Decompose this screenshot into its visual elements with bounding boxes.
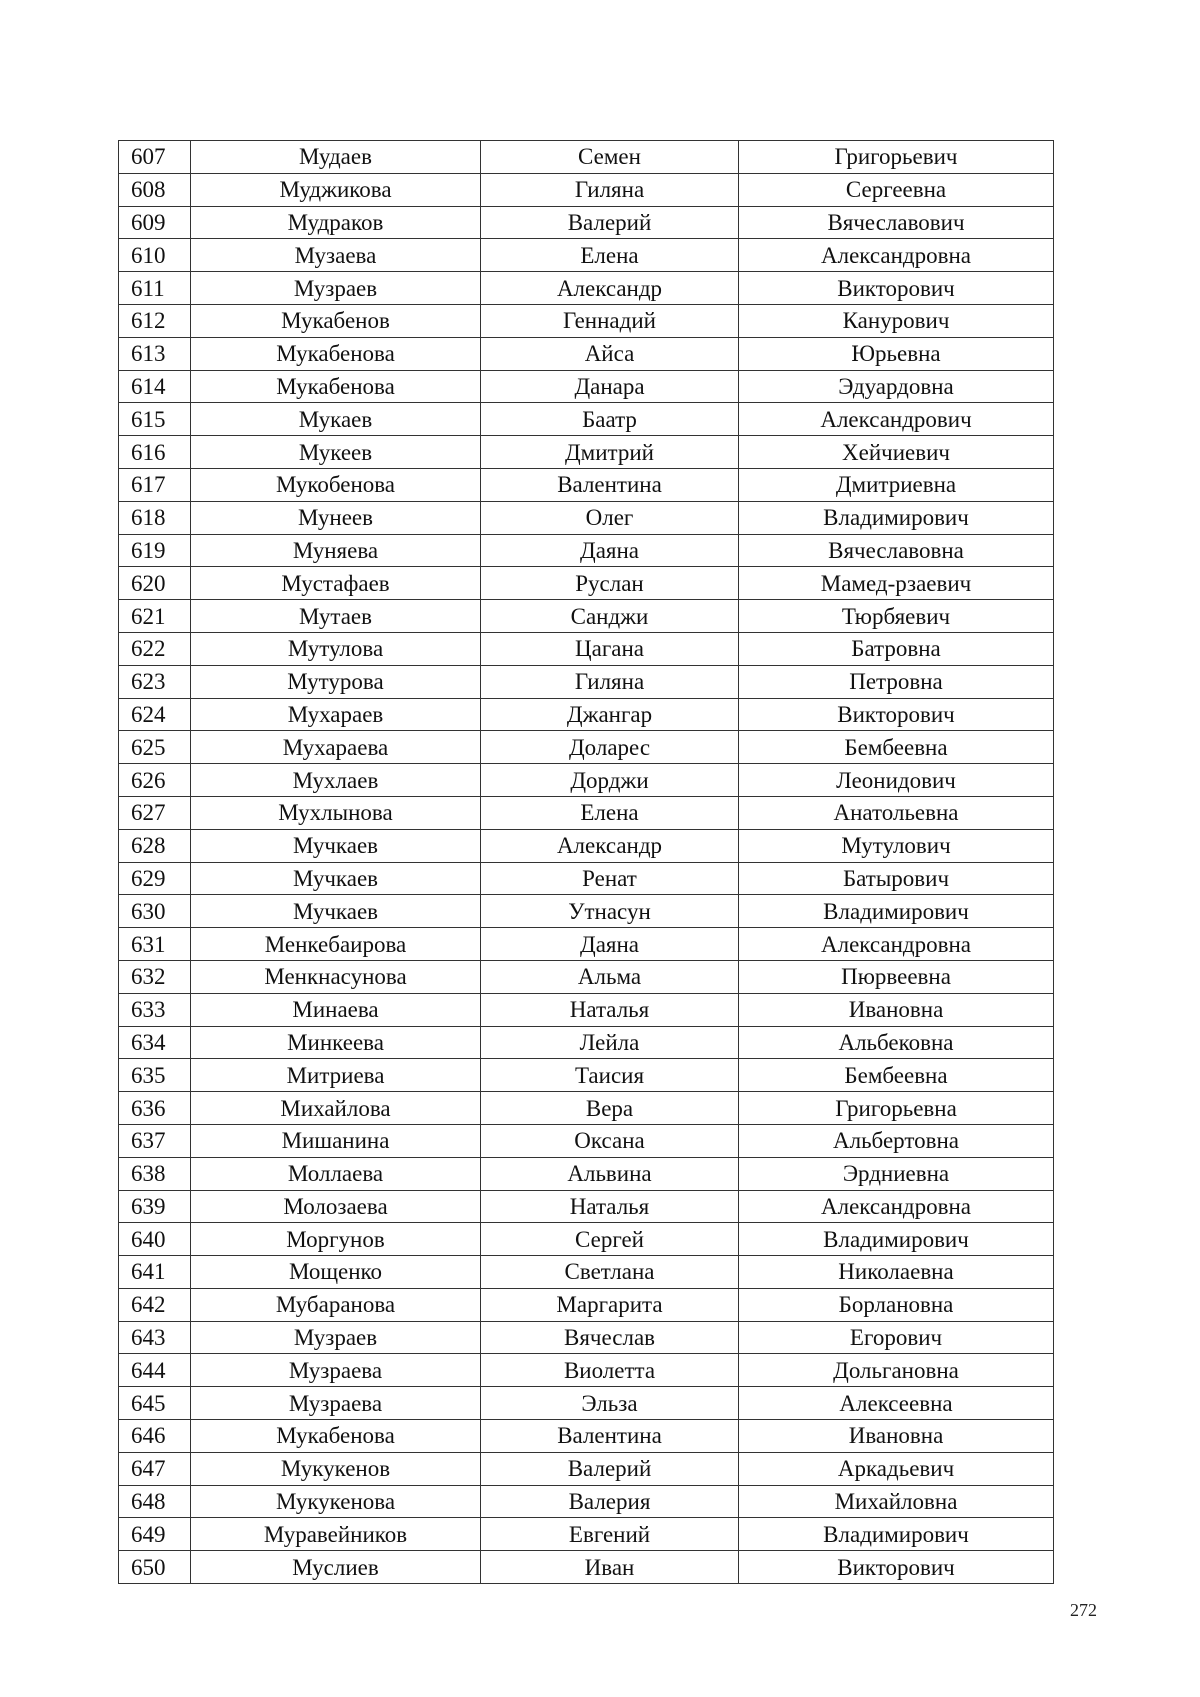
patronymic-cell: Алексеевна: [739, 1387, 1054, 1420]
surname-cell: Мудаев: [191, 141, 481, 174]
surname-cell: Мутурова: [191, 665, 481, 698]
table-row: [119, 1157, 1054, 1190]
surname-cell: Муравейников: [191, 1518, 481, 1551]
patronymic-cell: Бембеевна: [739, 731, 1054, 764]
first-name-cell: Утнасун: [481, 895, 739, 928]
surname-cell: Мустафаев: [191, 567, 481, 600]
surname-cell: Мучкаев: [191, 862, 481, 895]
patronymic-cell: Михайловна: [739, 1485, 1054, 1518]
row-number-cell: 611: [119, 272, 191, 305]
row-number-cell: 619: [119, 534, 191, 567]
patronymic-cell: Николаевна: [739, 1256, 1054, 1289]
row-number-cell: 609: [119, 206, 191, 239]
first-name-cell: Александр: [481, 272, 739, 305]
table-row: [119, 928, 1054, 961]
table-row: [119, 468, 1054, 501]
surname-cell: Мукабенова: [191, 370, 481, 403]
table-row: [119, 567, 1054, 600]
patronymic-cell: Альбертовна: [739, 1124, 1054, 1157]
row-number-cell: 608: [119, 173, 191, 206]
surname-cell: Музраев: [191, 1321, 481, 1354]
table-row: [119, 370, 1054, 403]
surname-cell: Музраева: [191, 1354, 481, 1387]
row-number-cell: 614: [119, 370, 191, 403]
table-row: [119, 501, 1054, 534]
patronymic-cell: Бембеевна: [739, 1059, 1054, 1092]
table-row: [119, 1518, 1054, 1551]
patronymic-cell: Эрдниевна: [739, 1157, 1054, 1190]
first-name-cell: Валерий: [481, 206, 739, 239]
table-row: [119, 862, 1054, 895]
first-name-cell: Даяна: [481, 928, 739, 961]
first-name-cell: Евгений: [481, 1518, 739, 1551]
patronymic-cell: Пюрвеевна: [739, 960, 1054, 993]
table-row: [119, 993, 1054, 1026]
surname-cell: Музраева: [191, 1387, 481, 1420]
patronymic-cell: Вячеславовна: [739, 534, 1054, 567]
table-row: [119, 698, 1054, 731]
surname-cell: Менкебаирова: [191, 928, 481, 961]
row-number-cell: 625: [119, 731, 191, 764]
patronymic-cell: Александрович: [739, 403, 1054, 436]
row-number-cell: 631: [119, 928, 191, 961]
surname-cell: Моллаева: [191, 1157, 481, 1190]
patronymic-cell: Александровна: [739, 928, 1054, 961]
patronymic-cell: Аркадьевич: [739, 1452, 1054, 1485]
surname-cell: Мухараева: [191, 731, 481, 764]
first-name-cell: Лейла: [481, 1026, 739, 1059]
surname-cell: Мутаев: [191, 600, 481, 633]
patronymic-cell: Петровна: [739, 665, 1054, 698]
name-list-body: [119, 141, 1054, 1584]
row-number-cell: 646: [119, 1420, 191, 1453]
table-row: [119, 1059, 1054, 1092]
first-name-cell: Ренат: [481, 862, 739, 895]
first-name-cell: Олег: [481, 501, 739, 534]
table-row: [119, 534, 1054, 567]
surname-cell: Мудраков: [191, 206, 481, 239]
first-name-cell: Наталья: [481, 1190, 739, 1223]
surname-cell: Музраев: [191, 272, 481, 305]
row-number-cell: 650: [119, 1551, 191, 1584]
patronymic-cell: Викторович: [739, 698, 1054, 731]
row-number-cell: 618: [119, 501, 191, 534]
row-number-cell: 633: [119, 993, 191, 1026]
surname-cell: Мухлаев: [191, 764, 481, 797]
surname-cell: Мукабенова: [191, 1420, 481, 1453]
table-row: [119, 1321, 1054, 1354]
table-row: [119, 1420, 1054, 1453]
first-name-cell: Геннадий: [481, 304, 739, 337]
row-number-cell: 610: [119, 239, 191, 272]
row-number-cell: 645: [119, 1387, 191, 1420]
patronymic-cell: Викторович: [739, 1551, 1054, 1584]
surname-cell: Мукабенов: [191, 304, 481, 337]
table-row: [119, 796, 1054, 829]
table-row: [119, 141, 1054, 174]
row-number-cell: 622: [119, 632, 191, 665]
row-number-cell: 613: [119, 337, 191, 370]
patronymic-cell: Юрьевна: [739, 337, 1054, 370]
first-name-cell: Елена: [481, 239, 739, 272]
row-number-cell: 623: [119, 665, 191, 698]
table-row: [119, 1256, 1054, 1289]
surname-cell: Мучкаев: [191, 829, 481, 862]
patronymic-cell: Хейчиевич: [739, 436, 1054, 469]
patronymic-cell: Григорьевна: [739, 1092, 1054, 1125]
table-row: [119, 1485, 1054, 1518]
row-number-cell: 612: [119, 304, 191, 337]
row-number-cell: 644: [119, 1354, 191, 1387]
first-name-cell: Альвина: [481, 1157, 739, 1190]
first-name-cell: Баатр: [481, 403, 739, 436]
surname-cell: Мукеев: [191, 436, 481, 469]
patronymic-cell: Владимирович: [739, 895, 1054, 928]
first-name-cell: Виолетта: [481, 1354, 739, 1387]
row-number-cell: 635: [119, 1059, 191, 1092]
first-name-cell: Вера: [481, 1092, 739, 1125]
patronymic-cell: Анатольевна: [739, 796, 1054, 829]
surname-cell: Мукукенов: [191, 1452, 481, 1485]
surname-cell: Митриева: [191, 1059, 481, 1092]
row-number-cell: 649: [119, 1518, 191, 1551]
table-row: [119, 403, 1054, 436]
first-name-cell: Валентина: [481, 468, 739, 501]
table-row: [119, 1190, 1054, 1223]
patronymic-cell: Александровна: [739, 1190, 1054, 1223]
patronymic-cell: Егорович: [739, 1321, 1054, 1354]
first-name-cell: Айса: [481, 337, 739, 370]
surname-cell: Муджикова: [191, 173, 481, 206]
table-row: [119, 206, 1054, 239]
first-name-cell: Оксана: [481, 1124, 739, 1157]
surname-cell: Мухараев: [191, 698, 481, 731]
patronymic-cell: Борлановна: [739, 1288, 1054, 1321]
patronymic-cell: Канурович: [739, 304, 1054, 337]
first-name-cell: Александр: [481, 829, 739, 862]
surname-cell: Мухлынова: [191, 796, 481, 829]
row-number-cell: 607: [119, 141, 191, 174]
patronymic-cell: Леонидович: [739, 764, 1054, 797]
first-name-cell: Альма: [481, 960, 739, 993]
row-number-cell: 624: [119, 698, 191, 731]
first-name-cell: Гиляна: [481, 173, 739, 206]
surname-cell: Мукабенова: [191, 337, 481, 370]
first-name-cell: Маргарита: [481, 1288, 739, 1321]
surname-cell: Мукаев: [191, 403, 481, 436]
row-number-cell: 641: [119, 1256, 191, 1289]
first-name-cell: Санджи: [481, 600, 739, 633]
row-number-cell: 636: [119, 1092, 191, 1125]
row-number-cell: 643: [119, 1321, 191, 1354]
first-name-cell: Дорджи: [481, 764, 739, 797]
surname-cell: Мучкаев: [191, 895, 481, 928]
first-name-cell: Валерия: [481, 1485, 739, 1518]
first-name-cell: Таисия: [481, 1059, 739, 1092]
surname-cell: Музаева: [191, 239, 481, 272]
surname-cell: Мукукенова: [191, 1485, 481, 1518]
table-row: [119, 731, 1054, 764]
patronymic-cell: Ивановна: [739, 1420, 1054, 1453]
row-number-cell: 615: [119, 403, 191, 436]
patronymic-cell: Дмитриевна: [739, 468, 1054, 501]
first-name-cell: Гиляна: [481, 665, 739, 698]
table-row: [119, 337, 1054, 370]
first-name-cell: Наталья: [481, 993, 739, 1026]
surname-cell: Муслиев: [191, 1551, 481, 1584]
patronymic-cell: Вячеславович: [739, 206, 1054, 239]
table-row: [119, 600, 1054, 633]
first-name-cell: Доларес: [481, 731, 739, 764]
table-row: [119, 1092, 1054, 1125]
table-row: [119, 1223, 1054, 1256]
patronymic-cell: Ивановна: [739, 993, 1054, 1026]
surname-cell: Моргунов: [191, 1223, 481, 1256]
row-number-cell: 626: [119, 764, 191, 797]
patronymic-cell: Мутулович: [739, 829, 1054, 862]
table-row: [119, 304, 1054, 337]
surname-cell: Мощенко: [191, 1256, 481, 1289]
name-list-table: [118, 140, 1054, 1584]
first-name-cell: Даяна: [481, 534, 739, 567]
table-row: [119, 173, 1054, 206]
table-row: [119, 764, 1054, 797]
row-number-cell: 629: [119, 862, 191, 895]
table-row: [119, 1354, 1054, 1387]
table-row: [119, 895, 1054, 928]
surname-cell: Муняева: [191, 534, 481, 567]
table-row: [119, 632, 1054, 665]
row-number-cell: 639: [119, 1190, 191, 1223]
table-row: [119, 436, 1054, 469]
table-row: [119, 239, 1054, 272]
patronymic-cell: Владимирович: [739, 1223, 1054, 1256]
surname-cell: Мишанина: [191, 1124, 481, 1157]
row-number-cell: 637: [119, 1124, 191, 1157]
patronymic-cell: Григорьевич: [739, 141, 1054, 174]
row-number-cell: 638: [119, 1157, 191, 1190]
surname-cell: Молозаева: [191, 1190, 481, 1223]
patronymic-cell: Батровна: [739, 632, 1054, 665]
page-number: 272: [1070, 1600, 1097, 1620]
row-number-cell: 617: [119, 468, 191, 501]
patronymic-cell: Эдуардовна: [739, 370, 1054, 403]
patronymic-cell: Дольгановна: [739, 1354, 1054, 1387]
first-name-cell: Семен: [481, 141, 739, 174]
row-number-cell: 642: [119, 1288, 191, 1321]
surname-cell: Минаева: [191, 993, 481, 1026]
row-number-cell: 628: [119, 829, 191, 862]
patronymic-cell: Викторович: [739, 272, 1054, 305]
surname-cell: Минкеева: [191, 1026, 481, 1059]
first-name-cell: Джангар: [481, 698, 739, 731]
surname-cell: Менкнасунова: [191, 960, 481, 993]
surname-cell: Мукобенова: [191, 468, 481, 501]
table-row: [119, 1452, 1054, 1485]
first-name-cell: Цагана: [481, 632, 739, 665]
surname-cell: Мунеев: [191, 501, 481, 534]
patronymic-cell: Тюрбяевич: [739, 600, 1054, 633]
first-name-cell: Валентина: [481, 1420, 739, 1453]
row-number-cell: 616: [119, 436, 191, 469]
row-number-cell: 640: [119, 1223, 191, 1256]
surname-cell: Михайлова: [191, 1092, 481, 1125]
first-name-cell: Елена: [481, 796, 739, 829]
surname-cell: Мубаранова: [191, 1288, 481, 1321]
first-name-cell: Руслан: [481, 567, 739, 600]
first-name-cell: Эльза: [481, 1387, 739, 1420]
row-number-cell: 632: [119, 960, 191, 993]
row-number-cell: 634: [119, 1026, 191, 1059]
row-number-cell: 648: [119, 1485, 191, 1518]
row-number-cell: 627: [119, 796, 191, 829]
table-row: [119, 1288, 1054, 1321]
table-row: [119, 1551, 1054, 1584]
surname-cell: Мутулова: [191, 632, 481, 665]
patronymic-cell: Владимирович: [739, 1518, 1054, 1551]
first-name-cell: Иван: [481, 1551, 739, 1584]
table-row: [119, 960, 1054, 993]
first-name-cell: Валерий: [481, 1452, 739, 1485]
table-row: [119, 1026, 1054, 1059]
table-row: [119, 665, 1054, 698]
row-number-cell: 647: [119, 1452, 191, 1485]
patronymic-cell: Сергеевна: [739, 173, 1054, 206]
row-number-cell: 630: [119, 895, 191, 928]
first-name-cell: Вячеслав: [481, 1321, 739, 1354]
row-number-cell: 621: [119, 600, 191, 633]
table-row: [119, 272, 1054, 305]
first-name-cell: Светлана: [481, 1256, 739, 1289]
first-name-cell: Данара: [481, 370, 739, 403]
row-number-cell: 620: [119, 567, 191, 600]
table-row: [119, 1124, 1054, 1157]
table-row: [119, 1387, 1054, 1420]
patronymic-cell: Александровна: [739, 239, 1054, 272]
first-name-cell: Дмитрий: [481, 436, 739, 469]
patronymic-cell: Мамед-рзаевич: [739, 567, 1054, 600]
first-name-cell: Сергей: [481, 1223, 739, 1256]
table-row: [119, 829, 1054, 862]
patronymic-cell: Батырович: [739, 862, 1054, 895]
patronymic-cell: Владимирович: [739, 501, 1054, 534]
patronymic-cell: Альбековна: [739, 1026, 1054, 1059]
